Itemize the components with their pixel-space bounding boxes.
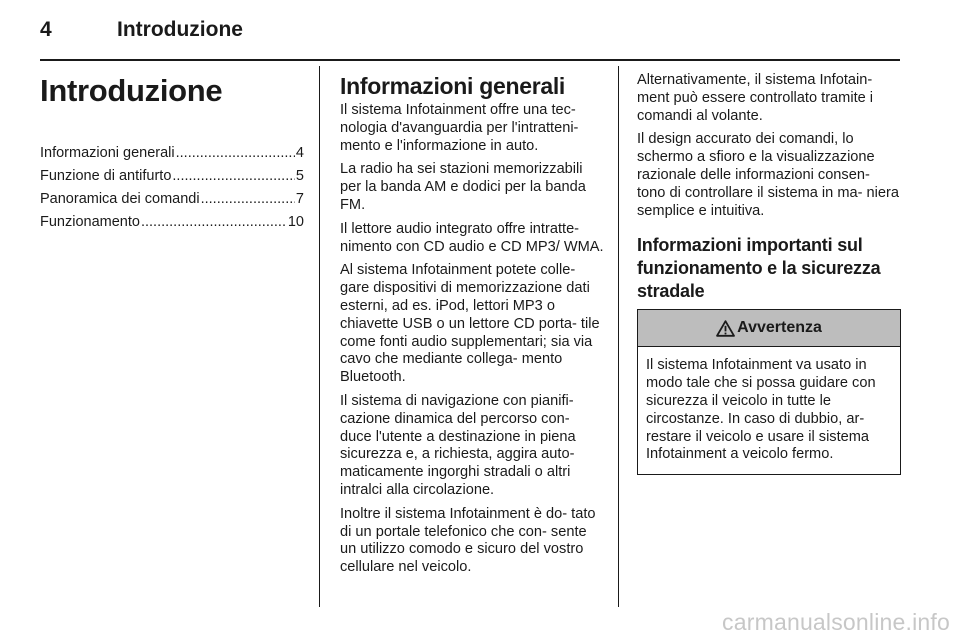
toc-item-label: Informazioni generali (40, 145, 175, 162)
page-header (40, 18, 900, 46)
header-title: Introduzione (117, 18, 243, 41)
toc-leader-dots (176, 143, 295, 164)
warning-triangle-icon (716, 320, 737, 337)
paragraph: Il lettore audio integrato offre intratte- nimento con CD audio e CD MP3/ WMA. (340, 220, 604, 255)
toc-column (40, 72, 304, 235)
toc-leader-dots (201, 189, 295, 210)
toc-item-page: 4 (295, 145, 304, 162)
toc-item-page: 5 (295, 168, 304, 185)
page-number: 4 (40, 18, 52, 41)
warning-text: Il sistema Infotainment va usato in modo tale che si possa guidare con sicurezza il veicolo in tutte le circostanze. In caso di dubbio, ar- restare il veicolo e usare il sistema Infotainment a veicolo fermo. (646, 357, 876, 463)
column-divider-left (319, 66, 320, 607)
toc-item-panoramica-dei-comandi[interactable] (40, 189, 304, 210)
general-info-column (340, 72, 604, 583)
toc-item-label: Funzione di antifurto (40, 168, 172, 185)
toc-item-informazioni-generali[interactable] (40, 143, 304, 164)
toc-item-label: Panoramica dei comandi (40, 191, 200, 208)
paragraph: Il design accurato dei comandi, lo schermo a sfioro e la visualizzazione razionale delle informazioni consen- tono di controllare il sistema in ma- niera semplice e intuitiva. (637, 131, 899, 219)
watermark: carmanualsonline.info (722, 609, 950, 635)
section-title: Informazioni generali (340, 73, 566, 99)
paragraph: Al sistema Infotainment potete colle- gare dispositivi di memorizzazione dati esterni, ad es. iPod, lettori MP3 o chiavette USB o un lettore CD porta- tile come fonti audio supplementari; sia via cavo che mediante collega- mento Bluetooth. (340, 262, 600, 386)
paragraph: Il sistema Infotainment offre una tec- nologia d'avanguardia per l'intratteni- mento e l'informazione in auto. (340, 102, 579, 154)
table-of-contents (40, 143, 304, 233)
toc-item-funzionamento[interactable] (40, 212, 304, 233)
warning-title: Avvertenza (737, 319, 822, 337)
warning-box (637, 309, 901, 475)
toc-item-label: Funzionamento (40, 214, 140, 231)
paragraph: Alternativamente, il sistema Infotain- ment può essere controllato tramite i comandi al volante. (637, 72, 874, 124)
chapter-title: Introduzione (40, 73, 223, 108)
paragraph: La radio ha sei stazioni memorizzabili per la banda AM e dodici per la banda FM. (340, 161, 586, 213)
subsection-title: Informazioni importanti sul funzionamento e la sicurezza stradale (637, 235, 881, 302)
paragraph: Inoltre il sistema Infotainment è do- tato di un portale telefonico che con- sente un utilizzo comodo e sicuro del vostro cellulare nel veicolo. (340, 505, 596, 576)
toc-item-page: 10 (287, 214, 304, 231)
toc-item-funzione-di-antifurto[interactable] (40, 166, 304, 187)
warning-header (638, 310, 900, 347)
toc-item-page: 7 (295, 191, 304, 208)
column-divider-right (618, 66, 619, 607)
header-rule (40, 59, 900, 61)
toc-leader-dots (172, 166, 295, 187)
toc-leader-dots (141, 212, 287, 233)
right-column (637, 72, 901, 475)
paragraph: Il sistema di navigazione con pianifi- cazione dinamica del percorso con- duce l'utente a destinazione in piena sicurezza e, a richiesta, aggira auto- maticamente ingorghi stradali o altri intralci alla circolazione. (340, 392, 576, 498)
